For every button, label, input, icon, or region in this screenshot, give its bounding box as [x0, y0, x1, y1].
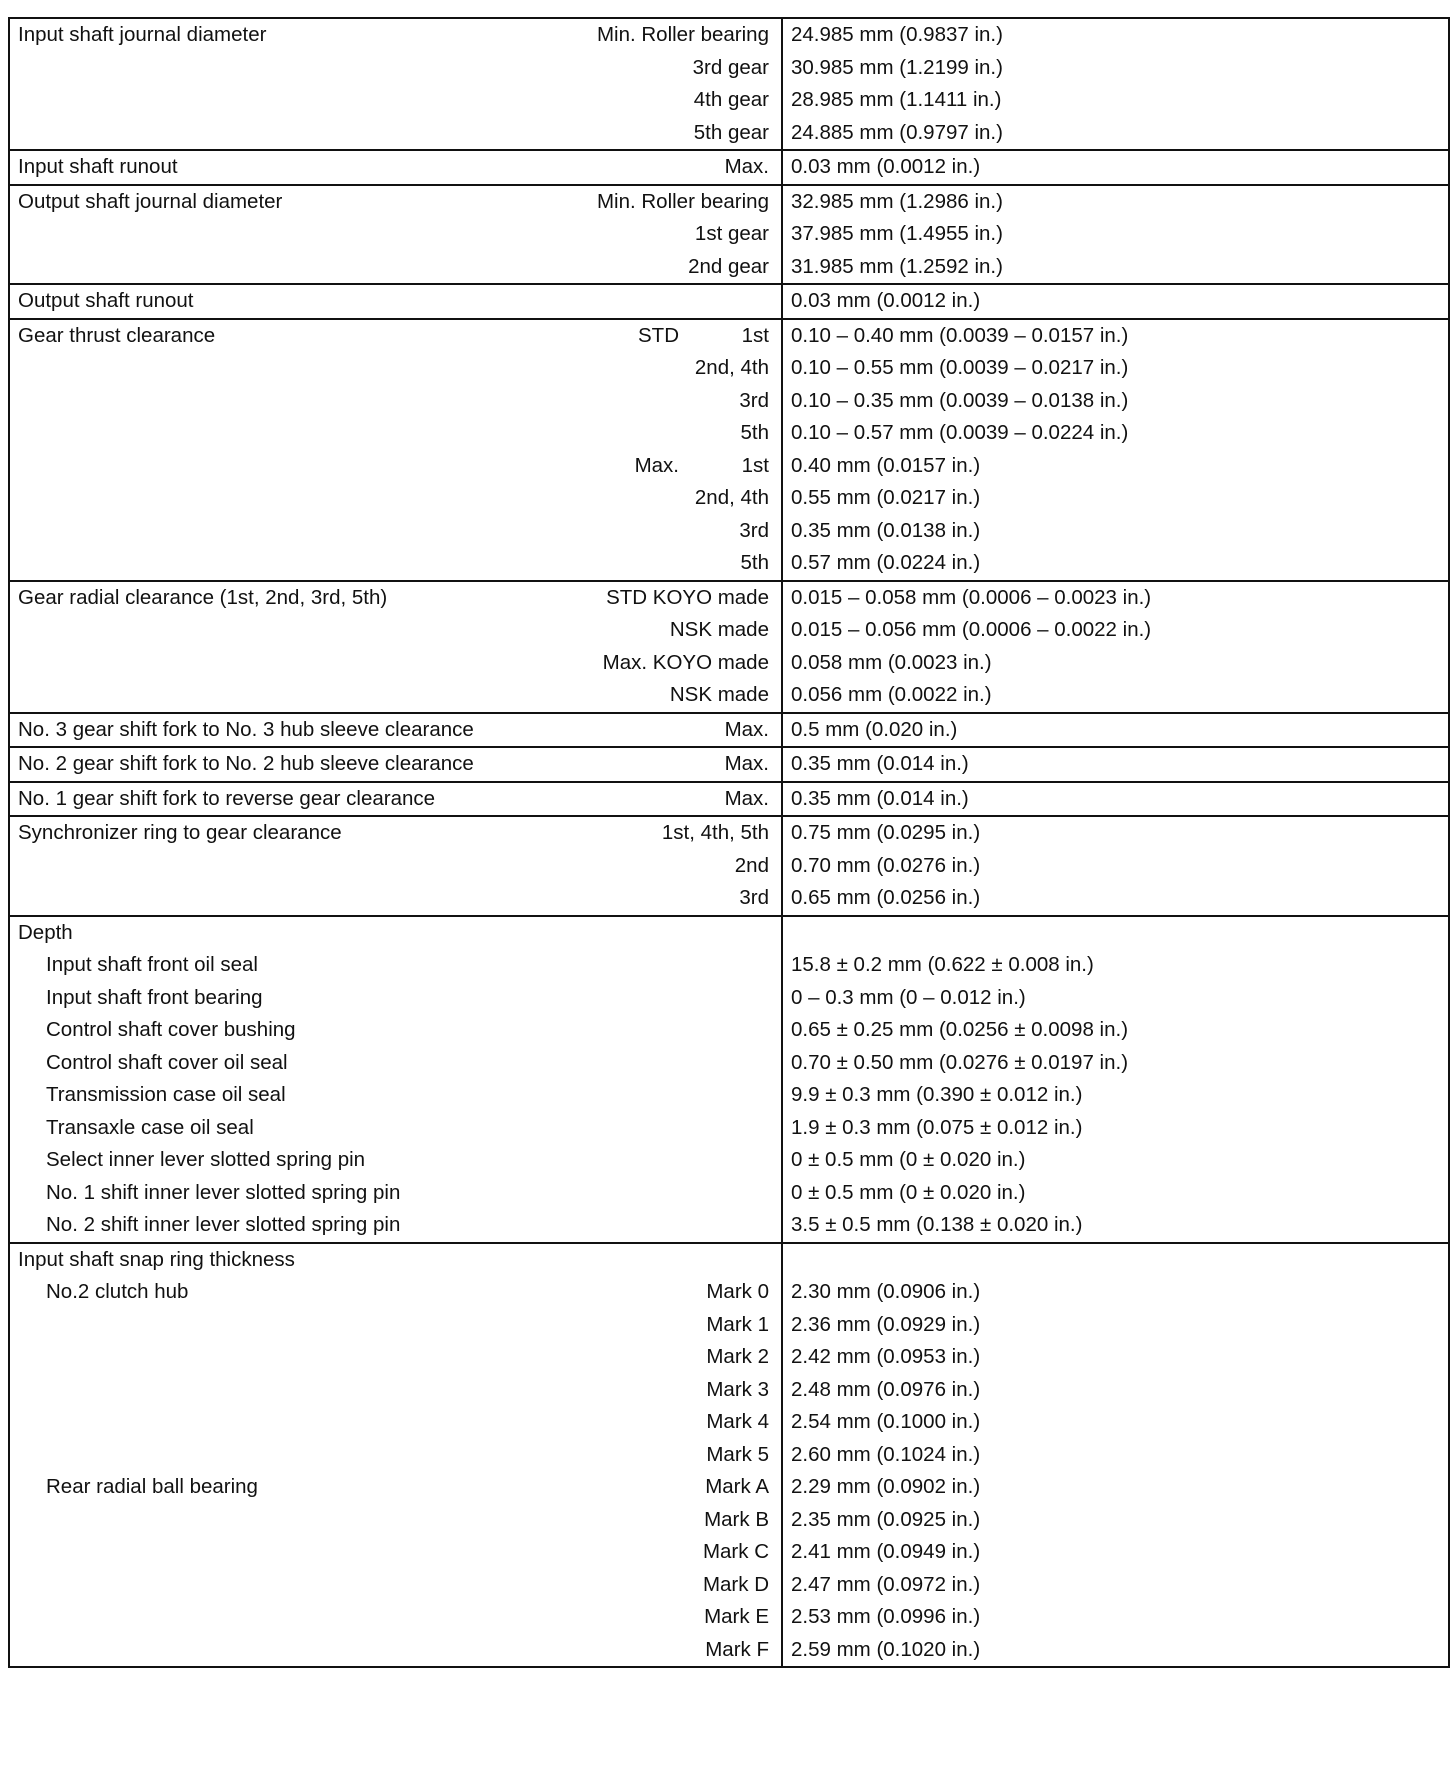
spec-group [9, 816, 1449, 916]
spec-subitem-label: Control shaft cover oil seal [46, 1050, 288, 1074]
spec-value: 0.015 – 0.058 mm (0.0006 – 0.0023 in.) [791, 585, 1152, 609]
spec-line [10, 285, 781, 318]
spec-value-cell [782, 18, 1449, 150]
spec-line [10, 1309, 781, 1342]
spec-value-cell [782, 319, 1449, 581]
spec-subitem-label: Rear radial ball bearing [46, 1475, 258, 1498]
spec-qualifier: 2nd, 4th [694, 356, 769, 379]
spec-value: 30.985 mm (1.2199 in.) [791, 55, 1003, 79]
spec-value: 28.985 mm (1.1411 in.) [791, 88, 1002, 111]
spec-line [10, 1014, 781, 1047]
spec-item-label: Gear thrust clearance [18, 323, 216, 347]
spec-value: 0.5 mm (0.020 in.) [791, 717, 958, 741]
spec-line [10, 1536, 781, 1569]
spec-value [783, 917, 1448, 950]
spec-line [10, 320, 781, 353]
spec-value: 0.058 mm (0.0023 in.) [791, 650, 992, 674]
spec-value-cell [782, 916, 1449, 1243]
spec-item-label: Input shaft runout [18, 155, 178, 178]
spec-line [10, 52, 781, 85]
spec-item-cell [9, 916, 782, 1243]
spec-line [10, 1439, 781, 1472]
spec-value-cell [782, 185, 1449, 285]
spec-item-label: No. 2 gear shift fork to No. 2 hub sleeve clearance [18, 752, 474, 775]
spec-value: 0.57 mm (0.0224 in.) [791, 551, 981, 574]
spec-item-cell [9, 1243, 782, 1668]
spec-value: 2.30 mm (0.0906 in.) [791, 1280, 981, 1303]
spec-qualifier: Mark 0 [706, 1280, 769, 1303]
spec-qualifier: Mark C [702, 1540, 769, 1563]
spec-line [10, 1209, 781, 1242]
spec-value-cell [782, 1243, 1449, 1668]
spec-qualifier: Mark 4 [706, 1410, 769, 1433]
spec-line [10, 1634, 781, 1667]
spec-line [10, 1504, 781, 1537]
spec-subitem-label: Input shaft front bearing [46, 985, 263, 1009]
spec-item-label: Synchronizer ring to gear clearance [18, 821, 342, 844]
spec-item-cell [9, 581, 782, 713]
spec-group [9, 18, 1449, 150]
spec-item-cell [9, 150, 782, 185]
spec-item-label: No. 3 gear shift fork to No. 3 hub sleeve clearance [18, 717, 474, 741]
spec-value: 0.40 mm (0.0157 in.) [791, 453, 981, 477]
spec-qualifier: 4th gear [693, 88, 769, 111]
spec-qualifier: Min. Roller bearing [596, 189, 769, 213]
spec-value: 15.8 ± 0.2 mm (0.622 ± 0.008 in.) [791, 953, 1094, 976]
spec-qualifier: Max. [724, 717, 769, 741]
spec-line [10, 84, 781, 117]
spec-qualifier: Mark F [705, 1637, 769, 1661]
spec-value-cell [782, 150, 1449, 185]
spec-subitem-label: No. 2 shift inner lever slotted spring pin [46, 1213, 401, 1236]
spec-value: 31.985 mm (1.2592 in.) [791, 254, 1003, 278]
spec-value: 0 ± 0.5 mm (0 ± 0.020 in.) [791, 1148, 1026, 1171]
spec-group [9, 916, 1449, 1243]
spec-item-label: Output shaft runout [18, 289, 194, 312]
spec-line [10, 1276, 781, 1309]
spec-line [10, 218, 781, 251]
spec-qualifier: Mark B [704, 1507, 769, 1531]
spec-value: 0.70 mm (0.0276 in.) [791, 853, 981, 877]
spec-group [9, 713, 1449, 748]
spec-value: 0.55 mm (0.0217 in.) [791, 486, 981, 509]
spec-qualifier: Max. [724, 752, 769, 775]
spec-value: 0.10 – 0.35 mm (0.0039 – 0.0138 in.) [791, 388, 1129, 412]
spec-line [10, 186, 781, 219]
spec-value: 0 ± 0.5 mm (0 ± 0.020 in.) [791, 1180, 1026, 1204]
spec-qualifier: 2nd [734, 853, 769, 877]
spec-line [10, 1047, 781, 1080]
spec-qualifier: 1st [741, 323, 769, 347]
spec-item-label: Depth [18, 920, 73, 944]
spec-value: 0.03 mm (0.0012 in.) [791, 289, 981, 312]
spec-line [10, 1144, 781, 1177]
spec-line [10, 1079, 781, 1112]
spec-value: 0 – 0.3 mm (0 – 0.012 in.) [791, 985, 1026, 1009]
spec-qualifier: Mark 1 [706, 1312, 769, 1336]
spec-qualifier: 2nd gear [688, 254, 769, 278]
spec-subitem-label: No. 1 shift inner lever slotted spring pin [46, 1180, 401, 1204]
spec-line [10, 982, 781, 1015]
spec-qualifier: STD KOYO made [606, 585, 769, 609]
spec-group [9, 284, 1449, 319]
spec-qualifier: Mark 2 [706, 1345, 769, 1368]
spec-qualifier: 3rd gear [692, 55, 769, 79]
spec-subitem-label: Select inner lever slotted spring pin [46, 1148, 366, 1171]
spec-table-body [9, 18, 1449, 1667]
spec-group [9, 150, 1449, 185]
spec-group [9, 581, 1449, 713]
spec-line [10, 1569, 781, 1602]
spec-value: 0.10 – 0.40 mm (0.0039 – 0.0157 in.) [791, 323, 1129, 347]
spec-qualifier: Mark A [705, 1475, 769, 1498]
spec-line [10, 19, 781, 52]
spec-limit-type: STD [638, 323, 679, 347]
spec-qualifier: 5th [740, 421, 769, 444]
spec-qualifier: Mark E [704, 1605, 769, 1628]
spec-item-cell [9, 747, 782, 782]
spec-group [9, 747, 1449, 782]
spec-item-label: Input shaft snap ring thickness [18, 1247, 295, 1271]
spec-item-cell [9, 18, 782, 150]
spec-qualifier: Mark D [702, 1572, 769, 1596]
spec-value: 0.10 – 0.57 mm (0.0039 – 0.0224 in.) [791, 421, 1129, 444]
spec-value: 2.48 mm (0.0976 in.) [791, 1377, 981, 1401]
spec-item-cell [9, 185, 782, 285]
spec-line [10, 1112, 781, 1145]
spec-qualifier: Max. [724, 155, 769, 178]
spec-value: 2.29 mm (0.0902 in.) [791, 1475, 981, 1498]
spec-line [10, 1406, 781, 1439]
spec-line [10, 450, 781, 483]
spec-subitem-label: Control shaft cover bushing [46, 1018, 296, 1041]
spec-value-cell [782, 782, 1449, 817]
spec-value: 0.35 mm (0.014 in.) [791, 786, 969, 810]
spec-line [10, 117, 781, 150]
spec-line [10, 515, 781, 548]
spec-value-cell [782, 581, 1449, 713]
spec-line [10, 1374, 781, 1407]
spec-value: 37.985 mm (1.4955 in.) [791, 222, 1003, 245]
spec-line [10, 917, 781, 950]
spec-line [10, 1341, 781, 1374]
spec-value: 24.885 mm (0.9797 in.) [791, 120, 1003, 144]
spec-value: 2.35 mm (0.0925 in.) [791, 1507, 981, 1531]
spec-line [10, 714, 781, 747]
spec-item-label: Output shaft journal diameter [18, 189, 283, 213]
spec-qualifier: 5th [740, 551, 769, 574]
spec-qualifier: 1st gear [694, 222, 769, 245]
spec-line [10, 1471, 781, 1504]
spec-qualifier: Mark 5 [706, 1442, 769, 1466]
spec-value: 0.056 mm (0.0022 in.) [791, 683, 992, 706]
spec-subitem-label: Input shaft front oil seal [46, 953, 258, 976]
spec-line [10, 882, 781, 915]
spec-value [783, 1244, 1448, 1277]
spec-line [10, 949, 781, 982]
spec-item-label: Input shaft journal diameter [18, 23, 267, 46]
spec-line [10, 482, 781, 515]
spec-qualifier: 1st [741, 453, 769, 477]
spec-line [10, 783, 781, 816]
spec-line [10, 417, 781, 450]
spec-qualifier: 3rd [739, 886, 769, 909]
spec-item-cell [9, 782, 782, 817]
spec-qualifier: Min. Roller bearing [596, 23, 769, 46]
spec-subitem-label: Transaxle case oil seal [46, 1115, 254, 1139]
spec-value: 1.9 ± 0.3 mm (0.075 ± 0.012 in.) [791, 1115, 1083, 1139]
spec-line [10, 251, 781, 284]
spec-value-cell [782, 284, 1449, 319]
spec-value: 2.42 mm (0.0953 in.) [791, 1345, 981, 1368]
spec-line [10, 679, 781, 712]
spec-item-label: No. 1 gear shift fork to reverse gear clearance [18, 786, 436, 810]
spec-qualifier: Max. KOYO made [602, 650, 769, 674]
spec-value: 2.53 mm (0.0996 in.) [791, 1605, 981, 1628]
spec-qualifier: 3rd [739, 518, 769, 542]
spec-line [10, 850, 781, 883]
spec-line [10, 1177, 781, 1210]
spec-qualifier: NSK made [669, 618, 769, 641]
spec-value-cell [782, 816, 1449, 916]
spec-line [10, 614, 781, 647]
spec-value: 24.985 mm (0.9837 in.) [791, 23, 1003, 46]
spec-table [8, 17, 1450, 1668]
spec-line [10, 748, 781, 781]
spec-line [10, 817, 781, 850]
spec-value: 0.35 mm (0.014 in.) [791, 752, 969, 775]
spec-value: 2.41 mm (0.0949 in.) [791, 1540, 981, 1563]
spec-item-cell [9, 713, 782, 748]
spec-value: 0.03 mm (0.0012 in.) [791, 155, 981, 178]
spec-item-cell [9, 284, 782, 319]
spec-item-cell [9, 319, 782, 581]
spec-line [10, 1601, 781, 1634]
spec-value: 0.10 – 0.55 mm (0.0039 – 0.0217 in.) [791, 356, 1129, 379]
spec-value: 0.015 – 0.056 mm (0.0006 – 0.0022 in.) [791, 618, 1152, 641]
spec-group [9, 319, 1449, 581]
spec-value: 2.47 mm (0.0972 in.) [791, 1572, 981, 1596]
spec-qualifier: 3rd [739, 388, 769, 412]
spec-limit-type: Max. [634, 453, 679, 477]
spec-group [9, 782, 1449, 817]
spec-item-label: Gear radial clearance (1st, 2nd, 3rd, 5th) [18, 585, 388, 609]
spec-group [9, 185, 1449, 285]
spec-value-cell [782, 747, 1449, 782]
spec-line [10, 385, 781, 418]
spec-qualifier: 2nd, 4th [694, 486, 769, 509]
spec-value: 2.59 mm (0.1020 in.) [791, 1637, 981, 1661]
spec-qualifier: NSK made [669, 683, 769, 706]
spec-value: 2.36 mm (0.0929 in.) [791, 1312, 981, 1336]
spec-value: 0.65 mm (0.0256 in.) [791, 886, 981, 909]
spec-value: 3.5 ± 0.5 mm (0.138 ± 0.020 in.) [791, 1213, 1083, 1236]
spec-line [10, 1244, 781, 1277]
spec-value: 32.985 mm (1.2986 in.) [791, 189, 1003, 213]
spec-qualifier: Mark 3 [706, 1377, 769, 1401]
spec-line [10, 352, 781, 385]
spec-qualifier: 5th gear [693, 120, 769, 144]
spec-value: 0.70 ± 0.50 mm (0.0276 ± 0.0197 in.) [791, 1050, 1129, 1074]
spec-value: 0.75 mm (0.0295 in.) [791, 821, 981, 844]
spec-line [10, 647, 781, 680]
spec-qualifier: 1st, 4th, 5th [661, 821, 769, 844]
spec-item-cell [9, 816, 782, 916]
spec-subitem-label: No.2 clutch hub [46, 1280, 189, 1303]
spec-line [10, 151, 781, 184]
spec-value: 0.35 mm (0.0138 in.) [791, 518, 981, 542]
spec-group [9, 1243, 1449, 1668]
spec-qualifier: Max. [724, 786, 769, 810]
spec-value: 9.9 ± 0.3 mm (0.390 ± 0.012 in.) [791, 1083, 1083, 1106]
spec-line [10, 547, 781, 580]
spec-value: 2.54 mm (0.1000 in.) [791, 1410, 981, 1433]
spec-line [10, 582, 781, 615]
spec-value-cell [782, 713, 1449, 748]
spec-value: 2.60 mm (0.1024 in.) [791, 1442, 981, 1466]
spec-subitem-label: Transmission case oil seal [46, 1083, 286, 1106]
spec-value: 0.65 ± 0.25 mm (0.0256 ± 0.0098 in.) [791, 1018, 1129, 1041]
